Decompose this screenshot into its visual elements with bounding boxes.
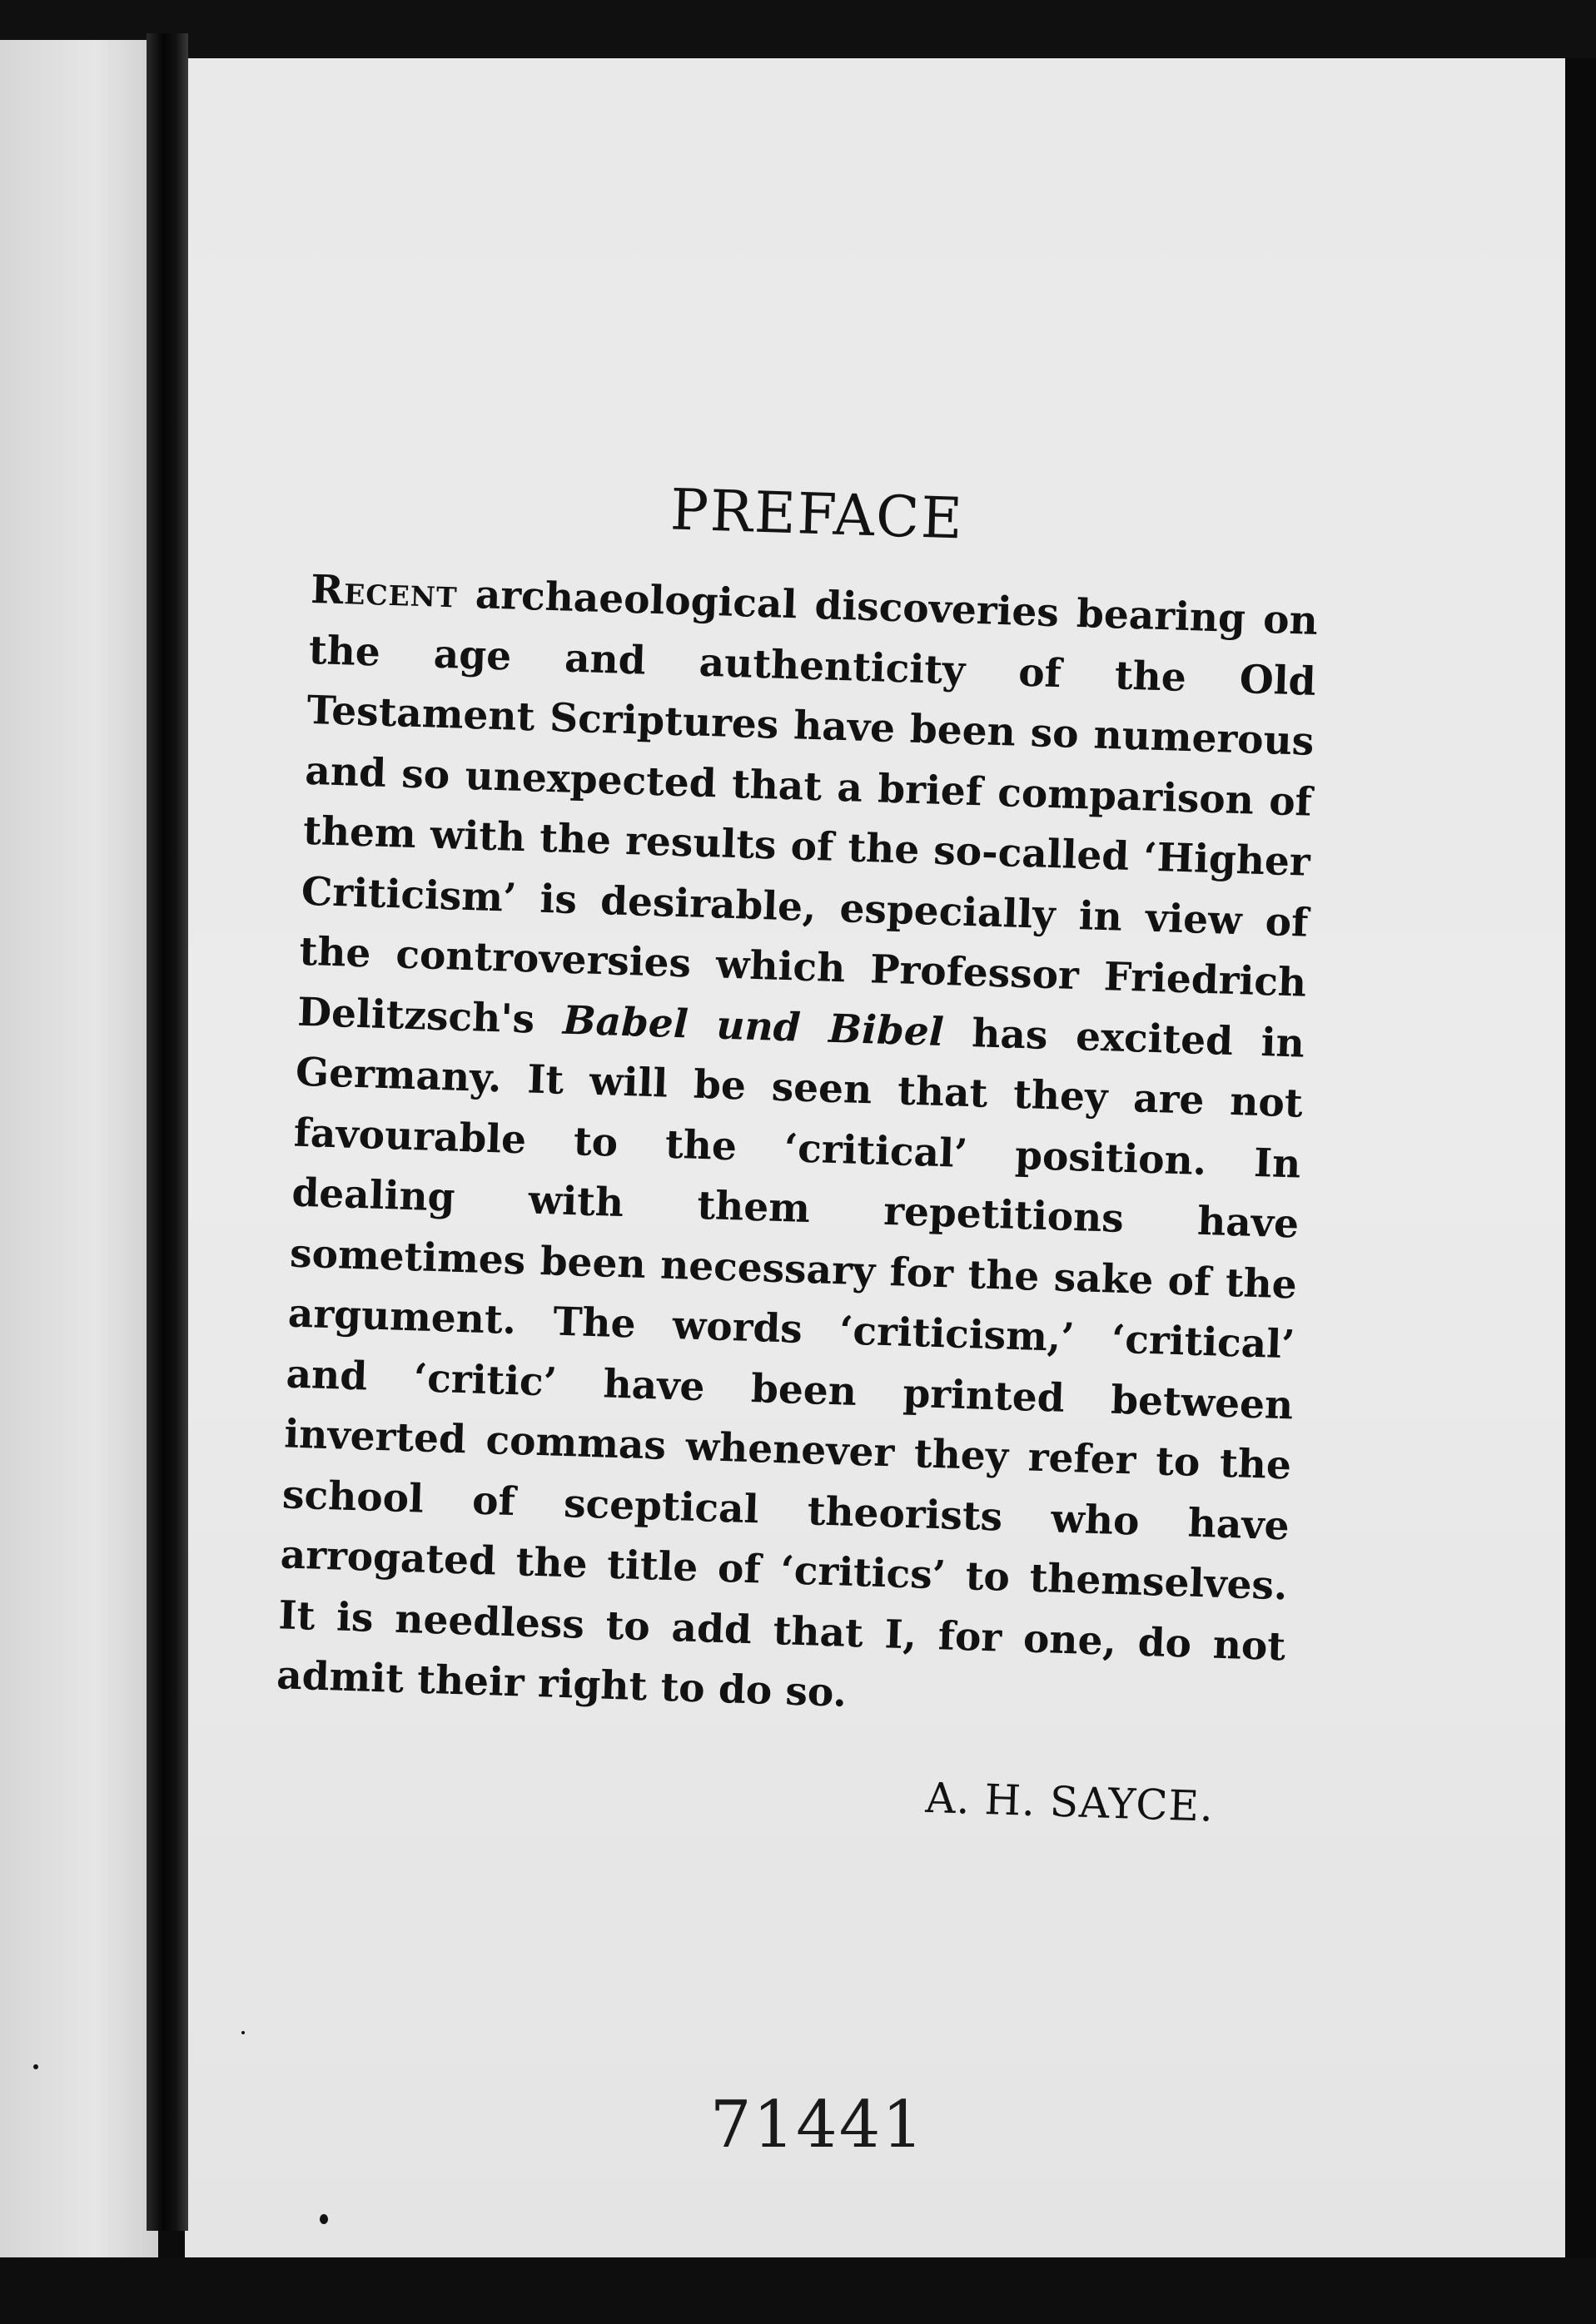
library-catalog-number: 71441 xyxy=(709,2088,926,2163)
author-signature: A. H. SAYCE. xyxy=(924,1773,1215,1831)
scan-top-border xyxy=(0,0,1596,60)
left-page-edge xyxy=(0,40,158,2279)
ink-speck xyxy=(320,2214,328,2224)
scan-bottom-border xyxy=(0,2257,1596,2324)
book-title: Babel und Bibel xyxy=(562,997,945,1055)
page-title: PREFACE xyxy=(669,477,965,553)
scan-right-border xyxy=(1565,58,1596,2324)
book-gutter xyxy=(147,33,188,2231)
lead-word: Recent xyxy=(310,566,459,618)
preface-paragraph xyxy=(276,560,1319,1738)
ink-speck xyxy=(241,2031,245,2034)
ink-speck xyxy=(33,2064,38,2069)
paragraph-text-part-2: has excited in Germany. It will be seen that they are not favourable to the ‘critical’ position. In dealing with them repetitions have sometimes been necessary for the sake of the argument. The words ‘criticism,’ ‘critical’ and ‘critic’ have been printed between inverted commas whenever they refer to the school of sceptical theorists who have arrogated the title of ‘critics’ to themselves. It is needless to add that I, for one, do not admit their right to do so. xyxy=(276,1010,1305,1716)
preface-text-block xyxy=(273,466,1322,1833)
paragraph-text-part-1: archaeological discoveries bearing on the age and authenticity of the Old Testament Scriptures have been so numerous and so unexpected that a brief comparison of them with the results of the so-called ‘Higher Criticism’ is desirable, especially in view of the controversies which Professor Friedrich Delitzsch's xyxy=(296,572,1319,1043)
